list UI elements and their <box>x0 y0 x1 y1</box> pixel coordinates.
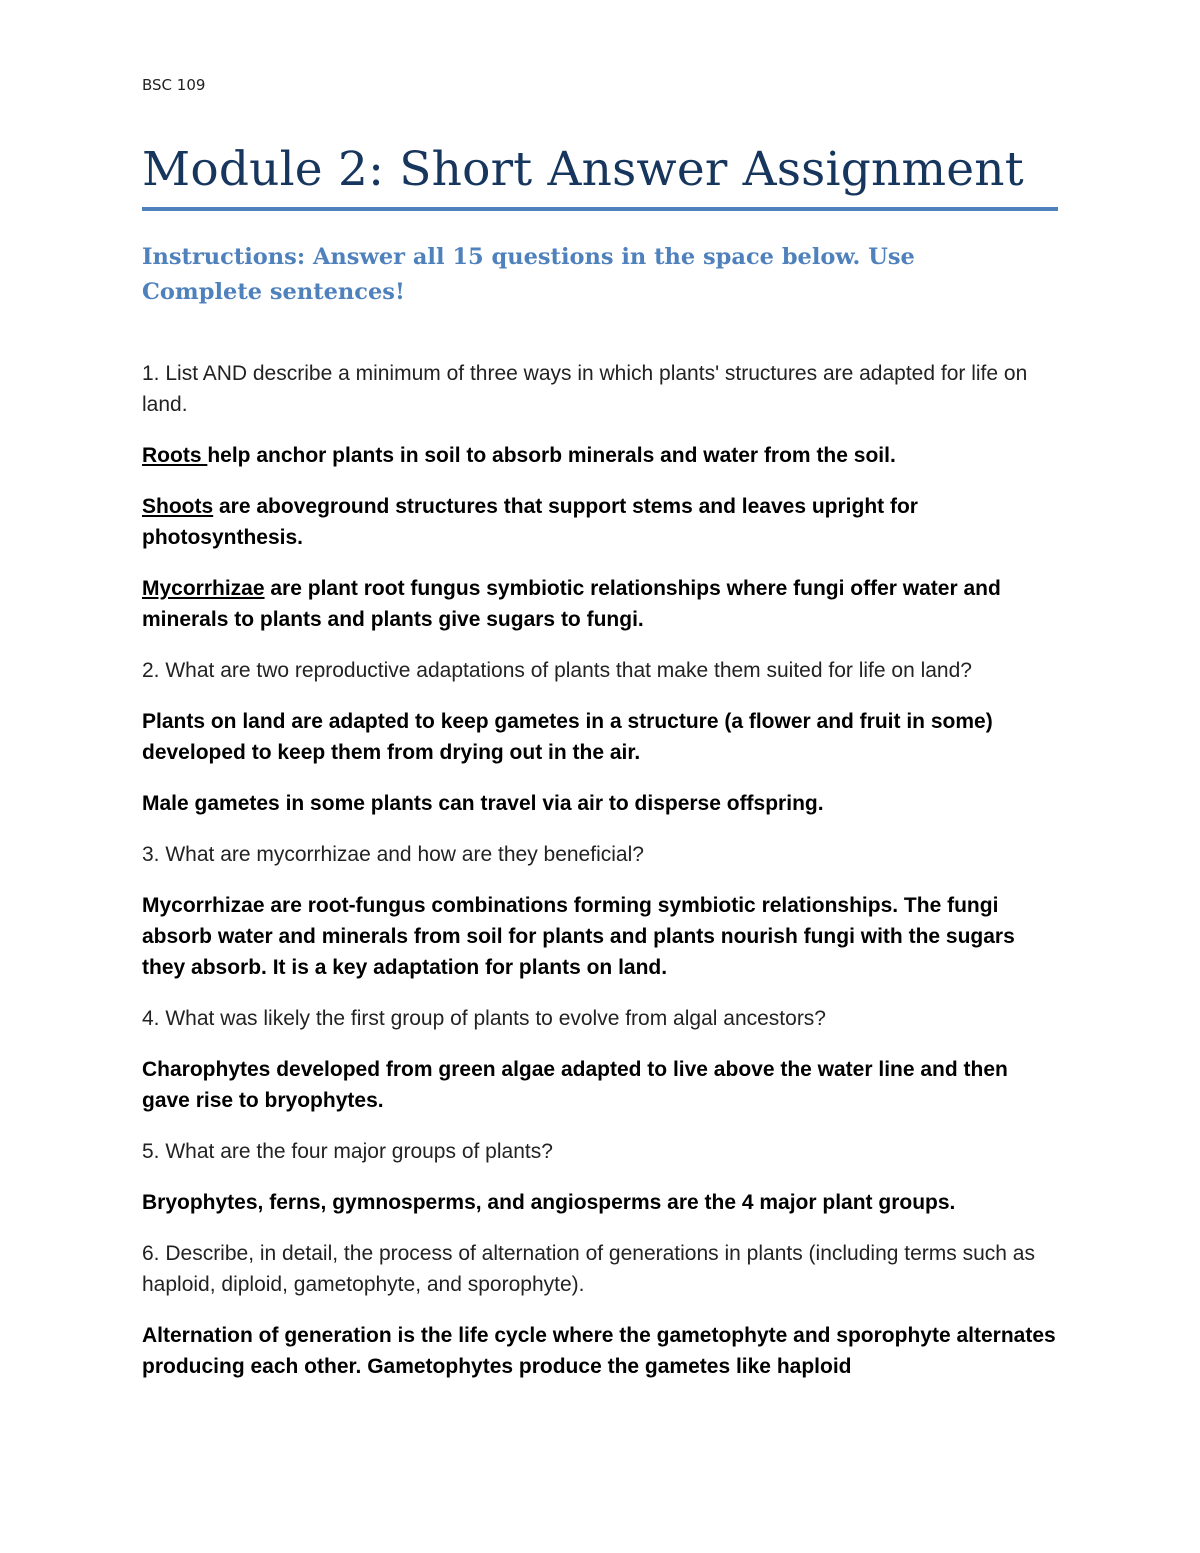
question-1: 1. List AND describe a minimum of three ways in which plants' structures are adapted for life on land. <box>142 362 1028 416</box>
answer-text: are aboveground structures that support stems and leaves upright for photosynthesis. <box>142 495 918 549</box>
answer-term: Shoots <box>142 495 214 518</box>
answer-term: Mycorrhizae <box>142 577 265 600</box>
answer-5: Bryophytes, ferns, gymnosperms, and angiosperms are the 4 major plant groups. <box>142 1191 956 1214</box>
answer-1b <box>142 491 1058 553</box>
instructions: Instructions: Answer all 15 questions in the space below. Use Complete sentences! <box>142 244 915 305</box>
answer-6: Alternation of generation is the life cycle where the gametophyte and sporophyte alternates producing each other. Gametophytes produce the gametes like haploid <box>142 1324 1056 1378</box>
question-5: 5. What are the four major groups of plants? <box>142 1140 553 1163</box>
answer-4: Charophytes developed from green algae adapted to live above the water line and then gave rise to bryophytes. <box>142 1058 1008 1112</box>
answer-3: Mycorrhizae are root-fungus combinations forming symbiotic relationships. The fungi absorb water and minerals from soil for plants and plants nourish fungi with the sugars they absorb. It is a key adaptation for plants on land. <box>142 894 1015 979</box>
question-2: 2. What are two reproductive adaptations of plants that make them suited for life on land? <box>142 659 972 682</box>
answer-2b: Male gametes in some plants can travel via air to disperse offspring. <box>142 792 824 815</box>
question-6: 6. Describe, in detail, the process of alternation of generations in plants (including terms such as haploid, diploid, gametophyte, and sporophyte). <box>142 1242 1035 1296</box>
answer-1c <box>142 573 1058 635</box>
page-title: Module 2: Short Answer Assignment <box>142 142 1024 197</box>
question-list <box>142 358 1058 1402</box>
answer-term: Roots <box>142 444 208 467</box>
question-4: 4. What was likely the first group of plants to evolve from algal ancestors? <box>142 1007 826 1030</box>
answer-1a <box>142 440 1058 471</box>
answer-text: help anchor plants in soil to absorb minerals and water from the soil. <box>207 444 896 467</box>
title-underline <box>142 207 1058 211</box>
question-3: 3. What are mycorrhizae and how are they beneficial? <box>142 843 644 866</box>
course-header: BSC 109 <box>142 76 206 94</box>
answer-text: are plant root fungus symbiotic relationships where fungi offer water and minerals to plants and plants give sugars to fungi. <box>142 577 1001 631</box>
answer-2a: Plants on land are adapted to keep gametes in a structure (a flower and fruit in some) developed to keep them from drying out in the air. <box>142 710 993 764</box>
